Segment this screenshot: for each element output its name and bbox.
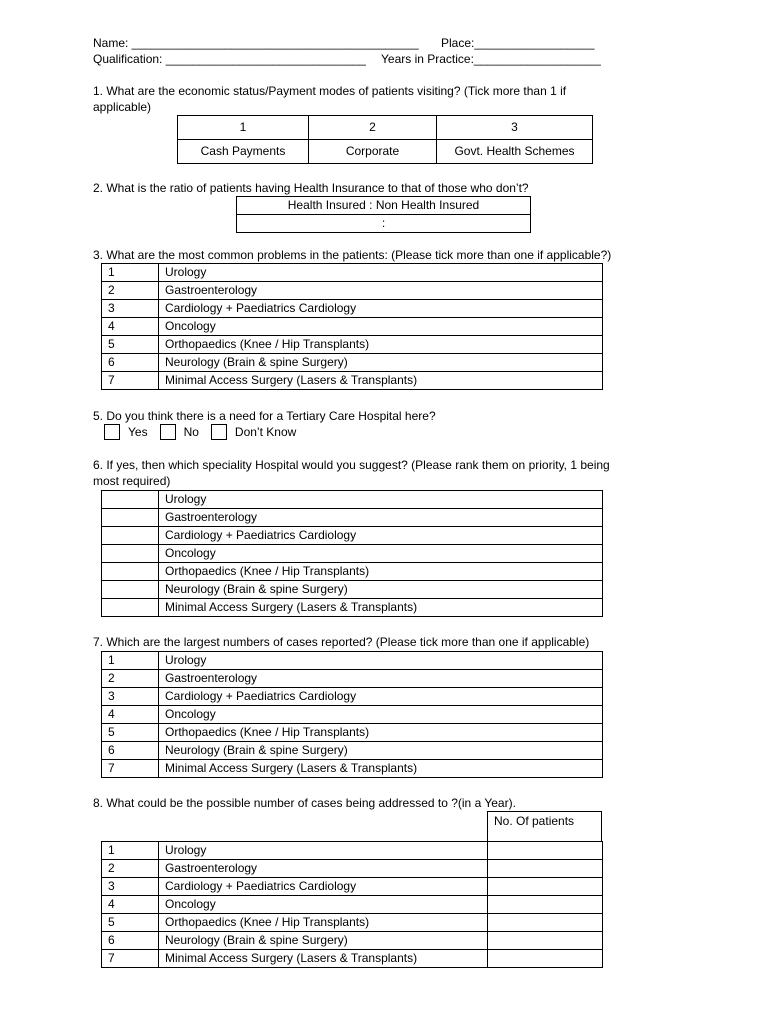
- row-label-cell: Gastroenterology: [159, 670, 603, 688]
- q1-mode-cash[interactable]: Cash Payments: [178, 140, 309, 164]
- row-label-cell: Neurology (Brain & spine Surgery): [159, 581, 603, 599]
- q3-problems-table: [101, 263, 603, 390]
- q5-option-dont-know[interactable]: [211, 424, 296, 440]
- q7-cases-table: [101, 651, 603, 778]
- row-label-cell: Oncology: [159, 706, 603, 724]
- row-label-cell: Oncology: [159, 896, 488, 914]
- row-label-cell: Oncology: [159, 318, 603, 336]
- q8-column-header: No. Of patients: [488, 812, 602, 842]
- q7-question: 7. Which are the largest numbers of cases reported? (Please tick more than one if applicable): [93, 635, 590, 649]
- checkbox-icon[interactable]: [160, 424, 176, 440]
- q7-table-row: [102, 742, 603, 760]
- row-label-cell: Gastroenterology: [159, 860, 488, 878]
- q1-payment-table: [177, 115, 593, 164]
- q3-table-row: [102, 336, 603, 354]
- q8-table-row: [102, 896, 603, 914]
- q5-option-yes[interactable]: [104, 424, 148, 440]
- q5-option-label: Don’t Know: [234, 425, 297, 439]
- q8-table-row: [102, 914, 603, 932]
- row-label-cell: Neurology (Brain & spine Surgery): [159, 742, 603, 760]
- row-label-cell: Neurology (Brain & spine Surgery): [159, 932, 488, 950]
- q3-table-row: [102, 264, 603, 282]
- row-number-cell[interactable]: 5: [102, 914, 159, 932]
- row-label-cell: Minimal Access Surgery (Lasers & Transplants): [159, 760, 603, 778]
- q7-table-row: [102, 652, 603, 670]
- q5-question: 5. Do you think there is a need for a Tertiary Care Hospital here?: [93, 409, 436, 423]
- q1-col-number: 2: [309, 116, 437, 140]
- row-label-cell: Neurology (Brain & spine Surgery): [159, 354, 603, 372]
- row-number-cell[interactable]: 7: [102, 372, 159, 390]
- row-label-cell: Minimal Access Surgery (Lasers & Transplants): [159, 599, 603, 617]
- q1-col-number: 3: [437, 116, 593, 140]
- row-label-cell: Urology: [159, 264, 603, 282]
- q8-table-row: [102, 950, 603, 968]
- row-number-cell[interactable]: 3: [102, 878, 159, 896]
- row-number-cell[interactable]: 3: [102, 300, 159, 318]
- row-label-cell: Orthopaedics (Knee / Hip Transplants): [159, 724, 603, 742]
- q7-table-row: [102, 760, 603, 778]
- row-label-cell: Cardiology + Paediatrics Cardiology: [159, 688, 603, 706]
- row-number-cell[interactable]: [102, 527, 159, 545]
- row-number-cell[interactable]: 6: [102, 932, 159, 950]
- q6-table-row: [102, 491, 603, 509]
- row-number-cell[interactable]: 2: [102, 860, 159, 878]
- row-number-cell[interactable]: [102, 491, 159, 509]
- row-number-cell[interactable]: [102, 599, 159, 617]
- row-label-cell: Orthopaedics (Knee / Hip Transplants): [159, 336, 603, 354]
- q8-table-row: [102, 842, 603, 860]
- row-number-cell[interactable]: [102, 545, 159, 563]
- q1-question-cont: applicable): [93, 100, 152, 114]
- q6-table-row: [102, 599, 603, 617]
- row-number-cell[interactable]: 4: [102, 706, 159, 724]
- q3-table-row: [102, 372, 603, 390]
- patients-count-cell[interactable]: [488, 878, 603, 896]
- q6-speciality-table: [101, 490, 603, 617]
- row-label-cell: Cardiology + Paediatrics Cardiology: [159, 527, 603, 545]
- row-number-cell[interactable]: [102, 581, 159, 599]
- row-label-cell: Minimal Access Surgery (Lasers & Transplants): [159, 372, 603, 390]
- q5-option-label: Yes: [128, 425, 148, 439]
- row-number-cell[interactable]: 5: [102, 336, 159, 354]
- q1-mode-govt[interactable]: Govt. Health Schemes: [437, 140, 593, 164]
- qualification-field[interactable]: Qualification: ______________________________: [93, 52, 366, 66]
- years-in-practice-field[interactable]: Years in Practice:___________________: [381, 52, 601, 66]
- row-number-cell[interactable]: 4: [102, 896, 159, 914]
- row-number-cell[interactable]: 1: [102, 652, 159, 670]
- row-number-cell[interactable]: 3: [102, 688, 159, 706]
- q1-mode-corporate[interactable]: Corporate: [309, 140, 437, 164]
- row-label-cell: Orthopaedics (Knee / Hip Transplants): [159, 914, 488, 932]
- row-number-cell[interactable]: 1: [102, 842, 159, 860]
- row-label-cell: Urology: [159, 652, 603, 670]
- q6-question-cont: most required): [93, 474, 171, 488]
- row-label-cell: Oncology: [159, 545, 603, 563]
- row-number-cell[interactable]: 4: [102, 318, 159, 336]
- q3-table-row: [102, 354, 603, 372]
- q8-table-row: [102, 932, 603, 950]
- q2-ratio-header: Health Insured : Non Health Insured: [237, 197, 531, 215]
- q5-option-label: No: [183, 425, 199, 439]
- patients-count-cell[interactable]: [488, 842, 603, 860]
- row-number-cell[interactable]: 6: [102, 742, 159, 760]
- row-label-cell: Cardiology + Paediatrics Cardiology: [159, 300, 603, 318]
- row-number-cell[interactable]: [102, 563, 159, 581]
- q5-option-no[interactable]: [160, 424, 199, 440]
- q6-table-row: [102, 509, 603, 527]
- q3-table-row: [102, 318, 603, 336]
- row-number-cell[interactable]: 2: [102, 282, 159, 300]
- q8-table-row: [102, 878, 603, 896]
- row-number-cell[interactable]: [102, 509, 159, 527]
- q8-question: 8. What could be the possible number of cases being addressed to ?(in a Year).: [93, 796, 516, 810]
- q7-table-row: [102, 724, 603, 742]
- patients-count-cell[interactable]: [488, 950, 603, 968]
- q8-column-header-table: [487, 811, 602, 842]
- q7-table-row: [102, 688, 603, 706]
- row-label-cell: Orthopaedics (Knee / Hip Transplants): [159, 563, 603, 581]
- q6-table-row: [102, 581, 603, 599]
- q8-table-row: [102, 860, 603, 878]
- row-label-cell: Urology: [159, 491, 603, 509]
- patients-count-cell[interactable]: [488, 932, 603, 950]
- q7-table-row: [102, 706, 603, 724]
- q3-question: 3. What are the most common problems in the patients: (Please tick more than one if applicable?): [93, 248, 612, 262]
- row-number-cell[interactable]: 1: [102, 264, 159, 282]
- row-number-cell[interactable]: 7: [102, 950, 159, 968]
- row-number-cell[interactable]: 2: [102, 670, 159, 688]
- q8-cases-table: [101, 841, 603, 968]
- q1-question: 1. What are the economic status/Payment modes of patients visiting? (Tick more than 1 if: [93, 84, 567, 98]
- row-label-cell: Gastroenterology: [159, 509, 603, 527]
- checkbox-icon[interactable]: [211, 424, 227, 440]
- q6-table-row: [102, 545, 603, 563]
- row-label-cell: Urology: [159, 842, 488, 860]
- row-number-cell[interactable]: 6: [102, 354, 159, 372]
- row-label-cell: Cardiology + Paediatrics Cardiology: [159, 878, 488, 896]
- patients-count-cell[interactable]: [488, 860, 603, 878]
- checkbox-icon[interactable]: [104, 424, 120, 440]
- patients-count-cell[interactable]: [488, 914, 603, 932]
- q6-table-row: [102, 527, 603, 545]
- q1-col-number: 1: [178, 116, 309, 140]
- q2-ratio-input[interactable]: :: [237, 215, 531, 233]
- name-field[interactable]: Name: ___________________________________________: [93, 36, 419, 50]
- row-label-cell: Gastroenterology: [159, 282, 603, 300]
- q2-question: 2. What is the ratio of patients having Health Insurance to that of those who don’t?: [93, 181, 529, 195]
- place-field[interactable]: Place:__________________: [441, 36, 595, 50]
- q5-options: [104, 424, 308, 440]
- q2-ratio-table: [236, 196, 531, 233]
- q3-table-row: [102, 282, 603, 300]
- row-number-cell[interactable]: 7: [102, 760, 159, 778]
- patients-count-cell[interactable]: [488, 896, 603, 914]
- q3-table-row: [102, 300, 603, 318]
- row-label-cell: Minimal Access Surgery (Lasers & Transplants): [159, 950, 488, 968]
- q7-table-row: [102, 670, 603, 688]
- q6-table-row: [102, 563, 603, 581]
- q6-question: 6. If yes, then which speciality Hospital would you suggest? (Please rank them on priority, 1 being: [93, 458, 610, 472]
- row-number-cell[interactable]: 5: [102, 724, 159, 742]
